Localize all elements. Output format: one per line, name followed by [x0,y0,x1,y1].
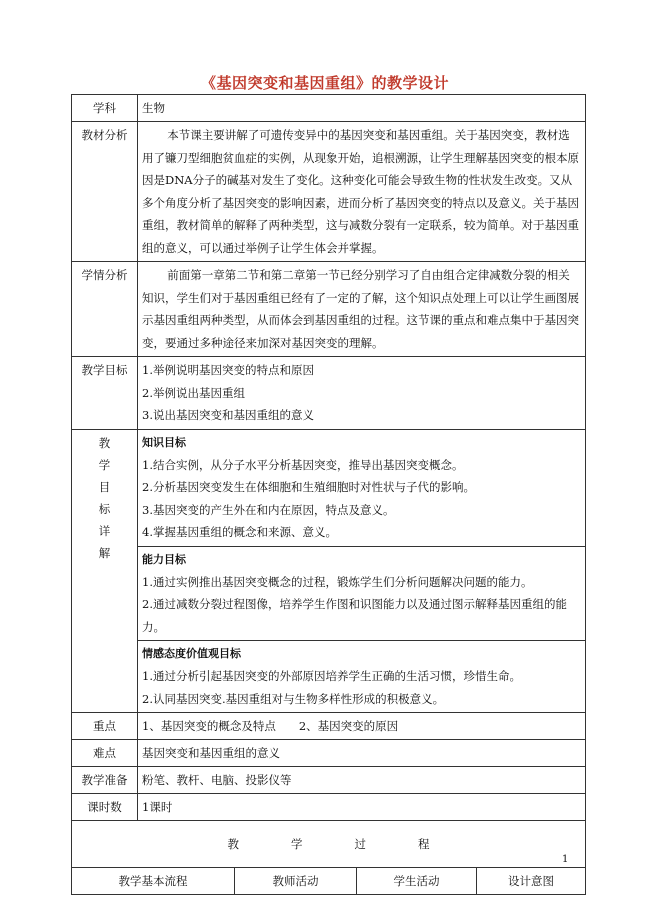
key-points-row [72,713,586,740]
lesson-plan-table [71,94,586,895]
process-column-header: 教师活动 [235,868,357,895]
class-hours-row [72,794,586,821]
teaching-goal-item: 3.说出基因突变和基因重组的意义 [142,408,314,422]
textbook-analysis-label: 教材分析 [72,122,138,262]
emotion-goals [138,640,585,712]
process-title-row [72,821,586,868]
teaching-goal-item: 2.举例说出基因重组 [142,385,245,400]
preparation-value: 粉笔、教杆、电脑、投影仪等 [138,767,586,794]
textbook-analysis-row [72,122,586,262]
knowledge-goals [138,430,585,546]
page-number: 1 [562,854,569,865]
key-points-value: 1、基因突变的概念及特点 2、基因突变的原因 [138,713,586,740]
subject-label: 学科 [72,95,138,122]
textbook-analysis-text: 本节课主要讲解了可遗传变异中的基因突变和基因重组。关于基因突变，教材选用了镰刀型细胞贫血症的实例，从现象开始，追根溯源，让学生理解基因突变的根本原因是DNA分子的碱基对发生了变化。这种变化可能会导致生物的性状发生改变。又从多个角度分析了基因突变的影响因素，进而分析了基因突变的特点以及意义。关于基因重组，教材简单的解释了两种类型，这与减数分裂有一定联系，较为简单。对于基因重组的意义，可以通过举例子让学生体会并掌握。 [142,128,579,255]
subject-value: 生物 [138,95,586,122]
class-hours-value: 1课时 [138,794,586,821]
teaching-goal-item: 1.举例说明基因突变的特点和原因 [142,363,314,377]
knowledge-goal-item: 3.基因突变的产生外在和内在原因，特点及意义。 [142,502,395,517]
key-points-label: 重点 [72,713,138,740]
student-analysis-label: 学情分析 [72,262,138,357]
emotion-goals-heading: 情感态度价值观目标 [142,647,241,660]
ability-goal-item: 1.通过实例推出基因突变概念的过程，锻炼学生们分析问题解决问题的能力。 [142,574,533,589]
class-hours-label: 课时数 [72,794,138,821]
subject-row [72,95,586,122]
document-title: 《基因突变和基因重组》的教学设计 [200,74,449,92]
teaching-goals-row [72,357,586,430]
difficult-points-label: 难点 [72,740,138,767]
preparation-label: 教学准备 [72,767,138,794]
goal-details-label: 教 学 目 标 详 解 [72,429,138,713]
student-analysis-text: 前面第一章第二节和第二章第一节已经分别学习了自由组合定律减数分裂的相关知识，学生们对于基因重组已经有了一定的了解，这个知识点处理上可以让学生画图展示基因重组两种类型，从而体会到基因重组的过程。这节课的重点和难点集中于基因突变，要通过多种途径来加深对基因突变的理解。 [142,268,579,350]
difficult-points-value: 基因突变和基因重组的意义 [138,740,586,767]
student-analysis-row [72,262,586,357]
process-column-header: 教学基本流程 [72,868,235,895]
process-column-header: 设计意图 [477,868,586,895]
process-header-row [72,868,586,895]
preparation-row [72,767,586,794]
teaching-goals-label: 教学目标 [72,357,138,430]
ability-goals [138,546,585,641]
knowledge-goals-heading: 知识目标 [142,435,186,449]
emotion-goal-item: 2.认同基因突变.基因重组对与生物多样性形成的积极意义。 [142,691,445,706]
ability-goals-heading: 能力目标 [142,552,186,566]
emotion-goal-item: 1.通过分析引起基因突变的外部原因培养学生正确的生活习惯，珍惜生命。 [142,669,521,683]
goal-details-row [72,429,586,713]
knowledge-goal-item: 4.掌握基因重组的概念和来源、意义。 [142,525,337,539]
process-title: 教 学 过 程 [72,821,586,868]
process-column-header: 学生活动 [357,868,477,895]
difficult-points-row [72,740,586,767]
ability-goal-item: 2.通过减数分裂过程图像，培养学生作图和识图能力以及通过图示解释基因重组的能力。 [142,597,567,634]
knowledge-goal-item: 2.分析基因突变发生在体细胞和生殖细胞时对性状与子代的影响。 [142,480,475,494]
process-body-row [72,895,586,896]
knowledge-goal-item: 1.结合实例，从分子水平分析基因突变，推导出基因突变概念。 [142,457,464,472]
